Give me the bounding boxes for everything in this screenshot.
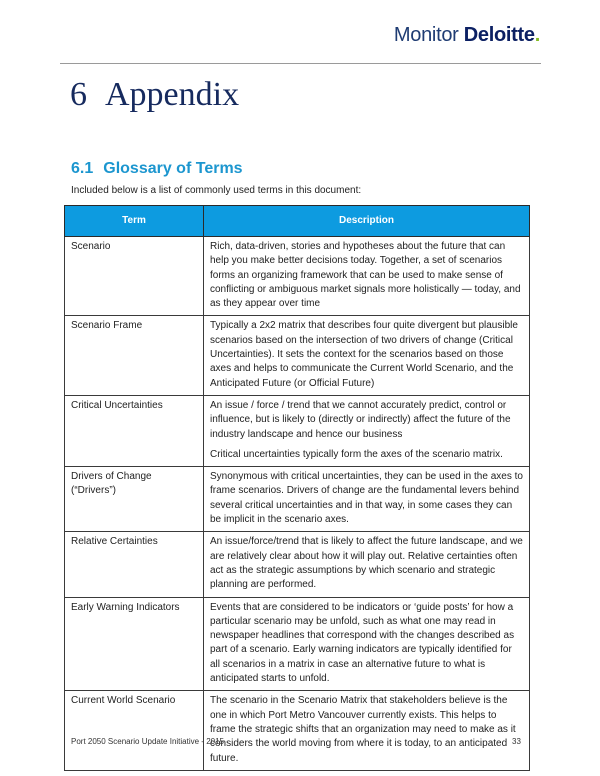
description-cell bbox=[204, 467, 530, 532]
term-cell: Scenario bbox=[65, 237, 204, 316]
description-text: Critical uncertainties typically form the axes of the scenario matrix. bbox=[210, 448, 503, 460]
description-text: The scenario in the Scenario Matrix that stakeholders believe is the one in which Port Metro Vancouver currently exists. This helps to frame the strategic shifts that an organization may need to make as it considers the world moving from where it is today, to an anticipated future. bbox=[210, 695, 516, 764]
description-text: Typically a 2x2 matrix that describes four quite divergent but plausible scenarios based on the intersection of two drivers of change (Critical Uncertainties). It sets the context for the scenarios based on those axes and helps to communicate the Current World Scenario, and the Anticipated Future (or Official Future) bbox=[210, 320, 518, 389]
logo-green-dot: . bbox=[534, 24, 540, 46]
page-number: 33 bbox=[512, 737, 521, 746]
section-intro: Included below is a list of commonly used terms in this document: bbox=[71, 185, 362, 196]
chapter-number: 6 bbox=[70, 76, 87, 113]
term-cell: Early Warning Indicators bbox=[65, 597, 204, 691]
term-cell: Scenario Frame bbox=[65, 316, 204, 395]
chapter-title: Appendix bbox=[105, 76, 240, 113]
description-cell bbox=[204, 395, 530, 466]
description-text: An issue / force / trend that we cannot accurately predict, control or influence, but is likely to (directly or indirectly) affect the future of the industry landscape and hence our business bbox=[210, 399, 511, 440]
table-row bbox=[65, 237, 530, 316]
description-text: An issue/force/trend that is likely to affect the future landscape, and we are relatively clear about how it will play out. Relative certainties often act as the strategic assumptions by which scenario and strategic planning are performed. bbox=[210, 536, 523, 591]
table-row bbox=[65, 395, 530, 466]
table-row bbox=[65, 691, 530, 770]
logo-monitor-text: Monitor bbox=[393, 24, 459, 46]
logo-deloitte-text: Deloitte bbox=[463, 24, 535, 46]
section-title: Glossary of Terms bbox=[103, 160, 243, 177]
table-row bbox=[65, 316, 530, 395]
description-cell bbox=[204, 597, 530, 691]
table-row bbox=[65, 597, 530, 691]
section-heading bbox=[71, 160, 243, 178]
header-divider bbox=[60, 63, 541, 64]
term-cell: Critical Uncertainties bbox=[65, 395, 204, 466]
section-number: 6.1 bbox=[71, 160, 94, 177]
monitor-deloitte-logo bbox=[394, 24, 540, 47]
glossary-table bbox=[64, 205, 530, 771]
description-cell bbox=[204, 532, 530, 597]
table-header-row bbox=[65, 206, 530, 237]
term-cell: Relative Certainties bbox=[65, 532, 204, 597]
column-header-term: Term bbox=[65, 206, 204, 237]
term-cell: Current World Scenario bbox=[65, 691, 204, 770]
column-header-description: Description bbox=[204, 206, 530, 237]
footer-document-title: Port 2050 Scenario Update Initiative - 2015 bbox=[71, 737, 224, 746]
description-text: Rich, data-driven, stories and hypotheses about the future that can help you make better decisions today. Together, a set of scenarios forms an organizing framework that can be used to make sense of conflicting or ambiguous market signals more holistically — today, and as they appear over time bbox=[210, 241, 521, 310]
table-row bbox=[65, 467, 530, 532]
description-text: Events that are considered to be indicators or ‘guide posts’ for how a particular scenario may be unfold, such as what one may read in newspaper headlines that correspond with the changes described as part of a scenario. Early warning indicators are typically identified for all scenarios in a matrix in case an alternative future to what is anticipated starts to unfold. bbox=[210, 601, 515, 685]
description-cell bbox=[204, 691, 530, 770]
table-row bbox=[65, 532, 530, 597]
description-text: Synonymous with critical uncertainties, they can be used in the axes to frame scenarios. Drivers of change are the fundamental levers behind several critical uncertainties and in that way, in some cases they can be implicit in the scenario axes. bbox=[210, 471, 523, 526]
description-cell bbox=[204, 316, 530, 395]
term-cell: Drivers of Change (“Drivers”) bbox=[65, 467, 204, 532]
description-cell bbox=[204, 237, 530, 316]
chapter-heading bbox=[70, 76, 239, 114]
